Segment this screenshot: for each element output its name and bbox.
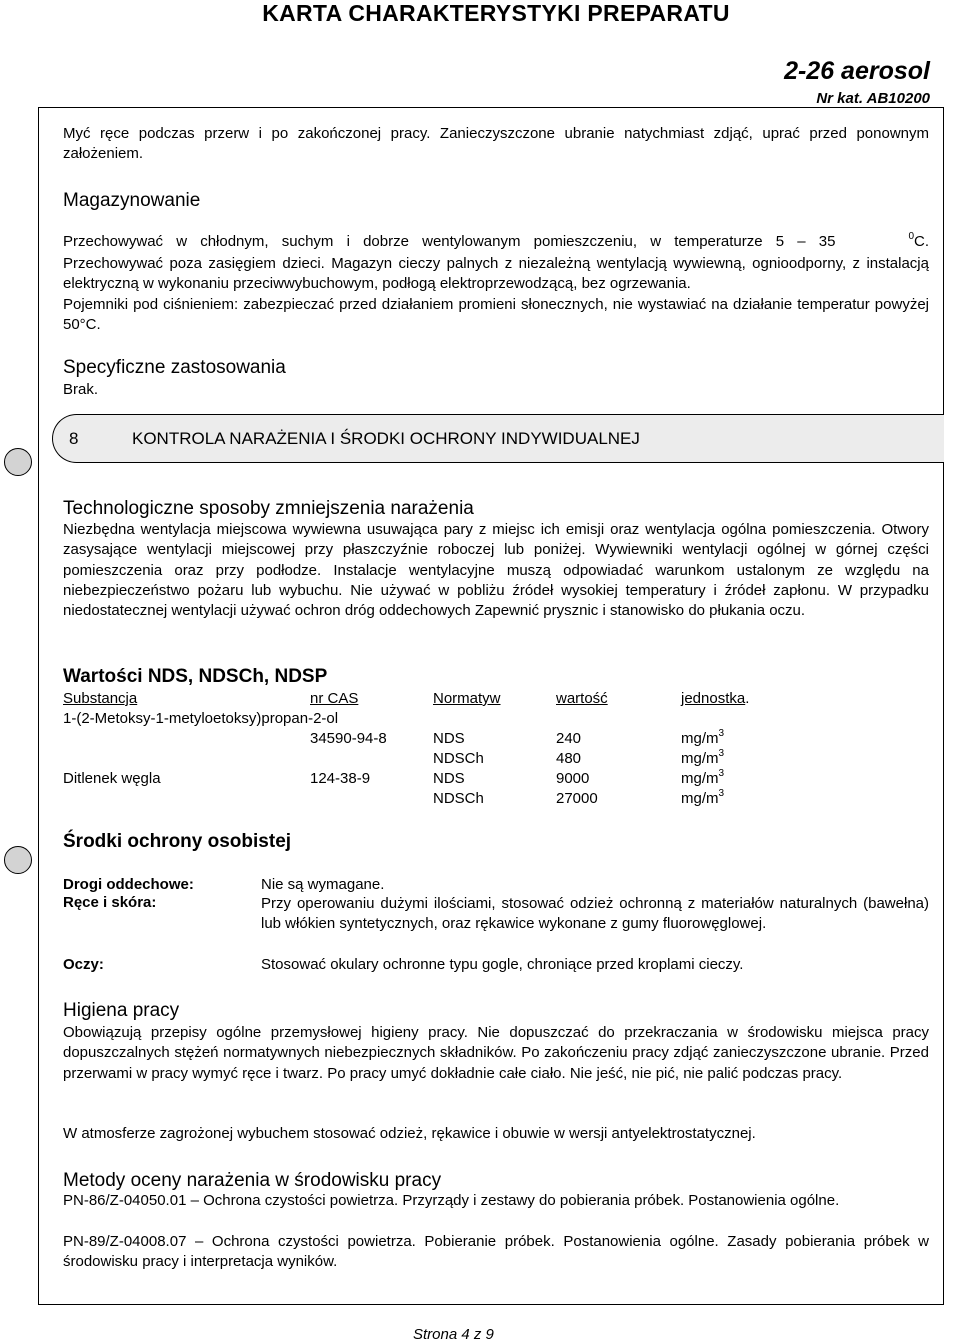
hygiene-heading: Higiena pracy — [63, 1000, 180, 1021]
section-marker-circle — [4, 846, 32, 874]
table-header-unit: jednostka — [681, 690, 746, 707]
document-title: KARTA CHARAKTERYSTYKI PREPARATU — [262, 0, 730, 26]
row-3-unit-sup: 3 — [718, 768, 725, 779]
row-2-value: 480 — [556, 750, 582, 767]
substance-1-cas: 34590-94-8 — [310, 730, 387, 747]
intro-text: Myć ręce podczas przerw i po zakończonej pracy. Zanieczyszczone ubranie natychmiast zdjąć, uprać przed ponownym założeniem. — [63, 125, 929, 163]
ppe-heading: Środki ochrony osobistej — [63, 831, 292, 852]
row-1-unit-text: mg/m — [681, 730, 719, 747]
row-3-unit-text: mg/m — [681, 770, 719, 787]
substance-2-cas: 124-38-9 — [310, 770, 371, 787]
storage-line1 — [63, 232, 929, 252]
substance-1-name: 1-(2-Metoksy-1-metyloetoksy)propan-2-ol — [63, 710, 339, 727]
eyes-label: Oczy: — [63, 956, 104, 973]
row-4-unit-sup: 3 — [718, 788, 725, 799]
row-2-unit-text: mg/m — [681, 750, 719, 767]
row-1-value: 240 — [556, 730, 582, 747]
row-1-unit — [681, 730, 724, 747]
table-header-unit-end: . — [745, 690, 750, 707]
hygiene-text: Obowiązują przepisy ogólne przemysłowej higieny pracy. Nie dopuszczać do przekraczania w środowisku miejsca pracy dopuszczalnych stężeń normatywnych niebezpiecznych składników. Po zakończeniu pracy zdjąć zanieczyszczone ubranie. Przed przerwami w pracy wymyć ręce i twarz. Po pracy umyć dokładnie całe ciało. Nie jeść, nie pić, nie palić podczas pracy. — [63, 1024, 929, 1082]
catalog-number: Nr kat. AB10200 — [816, 90, 930, 107]
eyes-text: Stosować okulary ochronne typu gogle, chroniące przed kroplami cieczy. — [261, 956, 744, 973]
storage-line1-end — [908, 232, 929, 252]
row-2-unit — [681, 750, 724, 767]
row-4-unit-text: mg/m — [681, 790, 719, 807]
respiratory-text: Nie są wymagane. — [261, 876, 385, 893]
substance-2-name: Ditlenek węgla — [63, 770, 161, 787]
row-4-unit — [681, 790, 724, 807]
section-title: KONTROLA NARAŻENIA I ŚRODKI OCHRONY INDYWIDUALNEJ — [132, 429, 640, 448]
hands-label: Ręce i skóra: — [63, 894, 157, 911]
hygiene-text-2: W atmosferze zagrożonej wybuchem stosować odzież, rękawice i obuwie w wersji antyelektrostatycznej. — [63, 1125, 756, 1142]
tech-heading: Technologiczne sposoby zmniejszenia narażenia — [63, 498, 474, 519]
storage-heading: Magazynowanie — [63, 190, 201, 211]
storage-text-3: Pojemniki pod ciśnieniem: zabezpieczać przed działaniem promieni słonecznych, nie wystawiać na działanie temperatur powyżej 50°C. — [63, 296, 929, 334]
specific-uses-text: Brak. — [63, 381, 99, 398]
row-2-unit-sup: 3 — [718, 748, 725, 759]
methods-heading: Metody oceny narażenia w środowisku pracy — [63, 1170, 442, 1191]
methods-item-1: PN-86/Z-04050.01 – Ochrona czystości powietrza. Przyrządy i zestawy do pobierania próbek. Postanowienia ogólne. — [63, 1192, 840, 1209]
row-1-unit-sup: 3 — [718, 728, 725, 739]
storage-degree-sup: 0 — [908, 231, 914, 242]
tech-text: Niezbędna wentylacja miejscowa wywiewna usuwająca pary z miejsc ich emisji oraz wentylacja ogólna pomieszczenia. Otwory zasysające wentylacji miejscowej przy płaszczyźnie roboczej lub poniżej. Wywiewniki wentylacji ogólnej w górnej części pomieszczenia oraz przy podłodze. Instalacje wentylacyjne muszą odpowiadać warunkom ustalonym ze względu na niebezpieczeństwo pożaru lub wybuchu. Nie używać w pobliżu źródeł wysokiej temperatury i źródeł zapłonu. W przypadku niedostatecznej wentylacji używać ochron dróg oddechowych Zapewnić prysznic i stanowisko do płukania oczu. — [63, 521, 929, 620]
row-4-norm: NDSCh — [433, 790, 484, 807]
table-header-substance: Substancja — [63, 690, 138, 707]
table-header-cas: nr CAS — [310, 690, 359, 707]
product-name: 2-26 aerosol — [784, 57, 930, 85]
hands-text: Przy operowaniu dużymi ilościami, stosować odzież ochronną z materiałów naturalnych (bawełna) lub włókien syntetycznych, oraz rękawice wykonane z gumy fluorowęglowej. — [261, 895, 929, 933]
section-marker-circle — [4, 448, 32, 476]
page-number: Strona 4 z 9 — [413, 1326, 494, 1343]
methods-item-2: PN-89/Z-04008.07 – Ochrona czystości powietrza. Pobieranie próbek. Postanowienia ogólne. Zasady pobierania próbek w środowisku pracy i interpretacja wyników. — [63, 1233, 929, 1271]
section-number: 8 — [69, 429, 79, 448]
table-header-norm: Normatyw — [433, 690, 501, 707]
respiratory-label: Drogi oddechowe: — [63, 876, 194, 893]
row-3-value: 9000 — [556, 770, 590, 787]
row-2-norm: NDSCh — [433, 750, 484, 767]
row-3-unit — [681, 770, 724, 787]
specific-uses-heading: Specyficzne zastosowania — [63, 357, 286, 378]
table-header-value: wartość — [556, 690, 608, 707]
row-4-value: 27000 — [556, 790, 598, 807]
row-3-norm: NDS — [433, 770, 465, 787]
storage-degree-unit: C. — [914, 233, 929, 250]
row-1-norm: NDS — [433, 730, 465, 747]
storage-line1-text: Przechowywać w chłodnym, suchym i dobrze wentylowanym pomieszczeniu, w temperaturze 5 – 35 — [63, 233, 836, 250]
nds-heading: Wartości NDS, NDSCh, NDSP — [63, 666, 328, 687]
storage-text-2: Przechowywać poza zasięgiem dzieci. Magazyn cieczy palnych z niezależną wentylacją wywiewną, ognioodporny, z instalacją elektryczną w wykonaniu przeciwwybuchowym, podłogą elektroprzewodzącą, bez ogrzewania. — [63, 255, 929, 293]
table-header-unit-cell — [681, 690, 749, 707]
